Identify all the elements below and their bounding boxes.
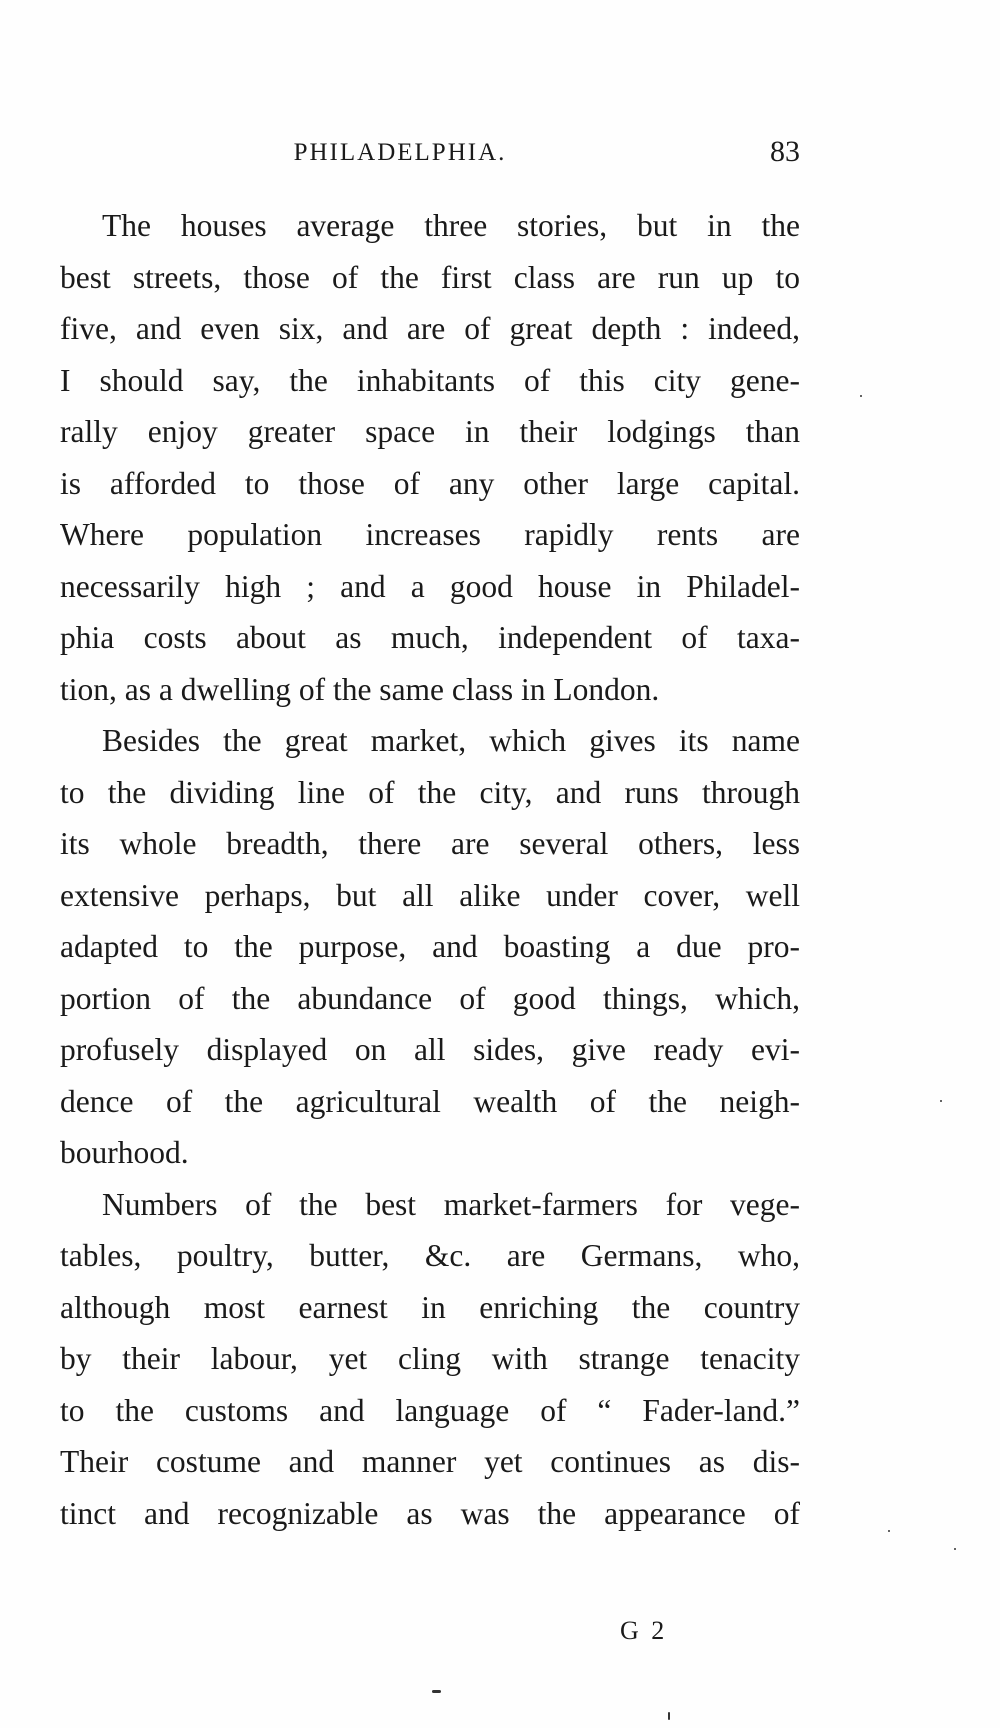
paragraph-2-line: Besides the great market, which gives its name — [102, 723, 800, 758]
paragraph-1-line: is afforded to those of any other large capital. — [60, 465, 800, 501]
paragraph-1-line: I should say, the inhabitants of this city gene- — [60, 362, 800, 398]
paragraph-2-line: portion of the abundance of good things, which, — [60, 980, 800, 1016]
paragraph-2-line: extensive perhaps, but all alike under cover, well — [60, 877, 800, 913]
paragraph-2-line: to the dividing line of the city, and runs through — [60, 774, 800, 810]
paragraph-3-line: although most earnest in enriching the country — [60, 1289, 800, 1325]
scan-speck — [668, 1712, 670, 1720]
paragraph-1-line: The houses average three stories, but in the — [102, 208, 800, 243]
scan-speck — [888, 1530, 890, 1532]
paragraph-3-line: tinct and recognizable as was the appearance of — [60, 1495, 800, 1531]
paragraph-3-line: Their costume and manner yet continues as dis- — [60, 1444, 800, 1479]
paragraph-2-line: its whole breadth, there are several others, less — [60, 826, 800, 861]
paragraph-1-line: necessarily high ; and a good house in Philadel- — [60, 568, 800, 604]
paragraph-1-line: phia costs about as much, independent of taxa- — [60, 620, 800, 655]
paragraph-1-line: tion, as a dwelling of the same class in London. — [60, 671, 660, 707]
scan-speck — [954, 1548, 956, 1550]
paragraph-2-line: dence of the agricultural wealth of the neigh- — [60, 1083, 800, 1119]
running-title: PHILADELPHIA. — [293, 139, 507, 166]
paragraph-2-line: bourhood. — [60, 1135, 189, 1170]
paragraph-1-line: rally enjoy greater space in their lodgings than — [60, 414, 800, 449]
page-number: 83 — [770, 135, 800, 168]
paragraph-1-line: five, and even six, and are of great depth : indeed, — [60, 311, 800, 346]
scan-speck — [940, 1100, 942, 1102]
scan-speck — [432, 1690, 441, 1693]
paragraph-3-line: Numbers of the best market-farmers for vege- — [102, 1186, 800, 1222]
paragraph-1-line: best streets, those of the first class are run up to — [60, 259, 800, 295]
paragraph-3-line: to the customs and language of “ Fader-land.” — [60, 1392, 800, 1428]
paragraph-1-line: Where population increases rapidly rents are — [60, 517, 800, 552]
scan-speck — [860, 395, 862, 397]
paragraph-2-line: adapted to the purpose, and boasting a due pro- — [60, 929, 800, 964]
paragraph-3-line: tables, poultry, butter, &c. are Germans, who, — [60, 1238, 800, 1273]
signature-mark: G 2 — [620, 1616, 668, 1645]
body-text — [60, 200, 800, 1539]
paragraph-3-line: by their labour, yet cling with strange tenacity — [60, 1341, 800, 1376]
paragraph-2-line: profusely displayed on all sides, give ready evi- — [60, 1032, 800, 1067]
running-head — [60, 135, 800, 175]
